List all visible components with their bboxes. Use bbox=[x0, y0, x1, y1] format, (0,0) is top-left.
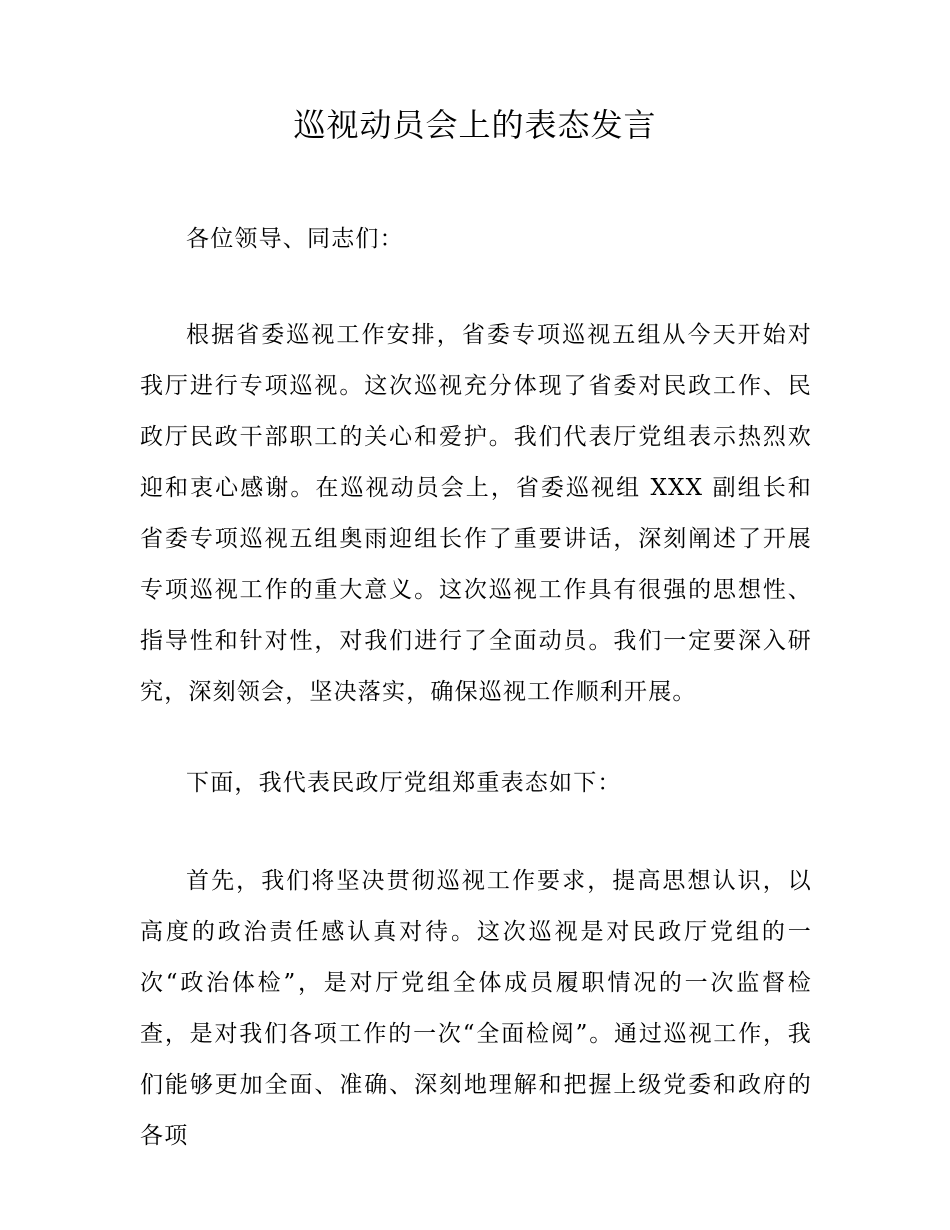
greeting-paragraph: 各位领导、同志们： bbox=[186, 226, 404, 252]
document-title: 巡视动员会上的表态发言 bbox=[293, 106, 657, 144]
transition-paragraph: 下面，我代表民政厅党组郑重表态如下： bbox=[186, 770, 622, 796]
intro-paragraph: 根据省委巡视工作安排，省委专项巡视五组从今天开始对我厅进行专项巡视。这次巡视充分体现了省委对民政工作、民政厅民政干部职工的关心和爱护。我们代表厅党组表示热烈欢迎和衷心感谢。在巡视动员会上，省委巡视组 XXX 副组长和省委专项巡视五组奥雨迎组长作了重要讲话，深刻阐述了开展专项巡视工作的重大意义。这次巡视工作具有很强的思想性、指导性和针对性，对我们进行了全面动员。我们一定要深入研究，深刻领会，坚决落实，确保巡视工作顺利开展。 bbox=[140, 322, 812, 705]
first-point-paragraph: 首先，我们将坚决贯彻巡视工作要求，提高思想认识，以高度的政治责任感认真对待。这次巡视是对民政厅党组的一次“政治体检”，是对厅党组全体成员履职情况的一次监督检查，是对我们各项工作的一次“全面检阅”。通过巡视工作，我们能够更加全面、准确、深刻地理解和把握上级党委和政府的各项 bbox=[140, 868, 812, 1149]
